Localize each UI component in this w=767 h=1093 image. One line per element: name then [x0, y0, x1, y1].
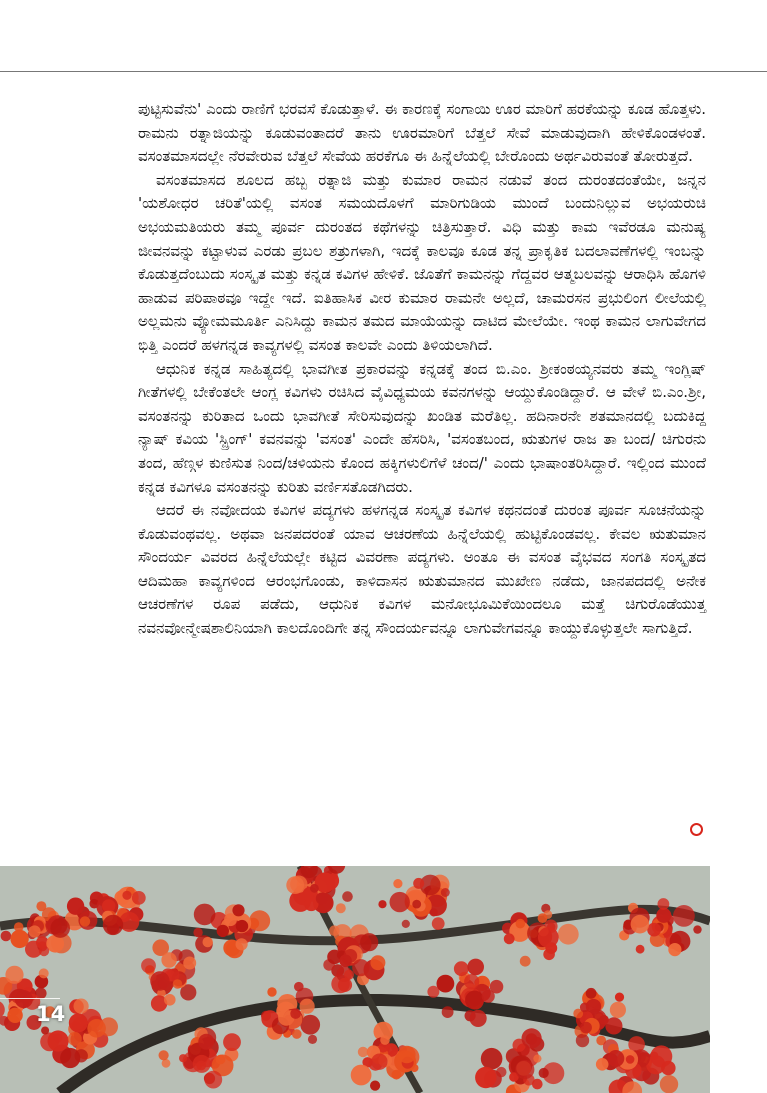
flower-petal — [504, 933, 515, 944]
flower-petal — [610, 1002, 626, 1018]
flower-illustration — [0, 866, 710, 1093]
flower-petal — [656, 908, 671, 923]
flower-petal — [650, 1045, 672, 1067]
flower-petal — [576, 1034, 589, 1047]
flower-petal — [1, 931, 12, 942]
flower-petal — [580, 1003, 590, 1013]
flower-petal — [482, 990, 495, 1003]
flower-petal — [380, 1035, 390, 1045]
flower-petal — [204, 1071, 222, 1089]
flower-petal — [217, 925, 229, 937]
flower-petal — [522, 1028, 542, 1048]
flower-petal — [10, 930, 28, 948]
flower-petal — [286, 876, 304, 894]
flower-petal — [338, 978, 352, 992]
flower-petal — [236, 938, 248, 950]
flower-petal — [87, 1019, 106, 1038]
flower-petal — [161, 952, 176, 967]
flower-petal — [69, 1013, 88, 1032]
flower-petal — [580, 1022, 592, 1034]
flower-petal — [150, 971, 169, 990]
flower-petal — [441, 888, 450, 897]
flower-petal — [596, 1058, 609, 1071]
flower-petal — [198, 1034, 214, 1050]
flower-petal — [159, 1050, 169, 1060]
flower-petal — [558, 924, 579, 945]
flower-petal — [360, 933, 378, 951]
flower-petal — [352, 959, 369, 976]
flower-petal — [454, 961, 469, 976]
flower-petal — [442, 1006, 454, 1018]
flower-petal — [11, 990, 24, 1003]
article-paragraph-4: ಆದರೆ ಈ ನವೋದಯ ಕವಿಗಳ ಪದ್ಯಗಳು ಹಳಗನ್ನಡ ಸಂಸ್ಕೃತ ಕವಿಗಳ ಕಥನದಂತೆ ದುರಂತ ಪೂರ್ವ ಸೂಚನೆಯನ್ನು ಕೊಡುವಂಥವಲ್ಲ. ಅಥವಾ ಜನಪದರಂತೆ ಯಾವ ಆಚರಣೆಯ ಹಿನ್ನೆಲೆಯಲ್ಲಿ ಹುಟ್ಟಿಕೊಂಡವಲ್ಲ. ಕೇವಲ ಋತುಮಾನ ಸೌಂದರ್ಯ ವಿವರದ ಹಿನ್ನೆಲೆಯಲ್ಲೇ ಕಟ್ಟಿದ ವಿವರಣಾ ಪದ್ಯಗಳು. ಅಂತೂ ಈ ವಸಂತ ವೈಭವದ ಸಂಗತಿ ಸಂಸ್ಕೃತದ ಆದಿಮಹಾ ಕಾವ್ಯಗಳಿಂದ ಆರಂಭಗೊಂಡು, ಕಾಳಿದಾಸನ ಋತುಮಾನದ ಮುಖೇಣ ನಡೆದು, ಜಾನಪದದಲ್ಲಿ ಅನೇಕ ಆಚರಣೆಗಳ ರೂಪ ಪಡೆದು, ಆಧುನಿಕ ಕವಿಗಳ ಮನೋಭೂಮಿಕೆಯಿಂದಲೂ ಮತ್ತೆ ಚಿಗುರೊಡೆಯುತ್ತ ನವನವೋನ್ಮೇಷಶಾಲಿನಿಯಾಗಿ ಕಾಲದೊಂದಿಗೇ ತನ್ನ ಸೌಂದರ್ಯವನ್ನೂ ಲಾಗುವೇಗವನ್ನೂ ಕಾಯ್ದುಕೊಳ್ಳುತ್ತಲೇ ಸಾಗುತ್ತಿದೆ. — [138, 501, 706, 638]
article-paragraph-3: ಆಧುನಿಕ ಕನ್ನಡ ಸಾಹಿತ್ಯದಲ್ಲಿ ಭಾವಗೀತ ಪ್ರಕಾರವನ್ನು ಕನ್ನಡಕ್ಕೆ ತಂದ ಬಿ.ಎಂ. ಶ್ರೀಕಂಠಯ್ಯನವರು ತಮ್ಮ ಇಂಗ್ಲಿಷ್ ಗೀತೆಗಳಲ್ಲಿ ಬೇಕೆಂತಲೇ ಆಂಗ್ಲ ಕವಿಗಳು ರಚಿಸಿದ ವೈವಿಧ್ಯಮಯ ಕವನಗಳನ್ನು ಆಯ್ದುಕೊಂಡಿದ್ದಾರೆ. ಆ ವೇಳೆ ಬಿ.ಎಂ.ಶ್ರೀ, ವಸಂತನನ್ನು ಕುರಿತಾದ ಒಂದು ಭಾವಗೀತೆ ಸೇರಿಸುವುದನ್ನು ಖಂಡಿತ ಮರೆತಿಲ್ಲ. ಹದಿನಾರನೇ ಶತಮಾನದಲ್ಲಿ ಬದುಕಿದ್ದ ನ್ಯಾಷ್ ಕವಿಯ 'ಸ್ಪ್ರಿಂಗ್' ಕವನವನ್ನು 'ವಸಂತ' ಎಂದೇ ಹೆಸರಿಸಿ, 'ವಸಂತಬಂದ, ಋತುಗಳ ರಾಜ ತಾ ಬಂದ/ ಚಿಗುರನು ತಂದ, ಹೆಣ್ಗಳ ಕುಣಿಸುತ ನಿಂದ/ಚಳಿಯನು ಕೊಂದ ಹಕ್ಕಿಗಳುಲಿಗೆಳೆ ಚಂದ/' ಎಂದು ಭಾಷಾಂತರಿಸಿದ್ದಾರೆ. ಇಲ್ಲಿಂದ ಮುಂದೆ ಕನ್ನಡ ಕವಿಗಳೂ ವಸಂತನನ್ನು ಕುರಿತು ವರ್ಣಿಸತೊಡಗಿದರು. — [138, 359, 706, 496]
flower-petal — [232, 904, 244, 916]
flower-petal — [310, 884, 319, 893]
flower-petal — [68, 1032, 82, 1046]
flower-petal — [631, 915, 650, 934]
flower-petal — [636, 945, 645, 954]
flower-petal — [658, 898, 670, 910]
flower-petal — [316, 892, 328, 904]
page-number: 14 — [36, 1002, 66, 1026]
flower-petal — [390, 892, 410, 912]
flower-petal — [402, 920, 410, 928]
flower-petal — [194, 904, 216, 926]
flower-petal — [39, 968, 49, 978]
circle-end-mark-icon — [690, 823, 703, 836]
flower-petal — [102, 899, 115, 912]
flower-petal — [67, 898, 84, 915]
page-number-rule — [0, 998, 60, 999]
gulmohar-flowers-photo — [0, 866, 710, 1093]
flower-petal — [673, 905, 695, 927]
flower-petal — [48, 1030, 69, 1051]
flower-petal — [236, 920, 248, 932]
flower-petal — [39, 946, 49, 956]
flower-petal — [413, 878, 424, 889]
flower-petal — [515, 1060, 534, 1079]
flower-petal — [398, 1046, 416, 1064]
flower-petal — [342, 891, 353, 902]
flower-petal — [183, 957, 196, 970]
flower-petal — [358, 1047, 368, 1057]
header-rule — [0, 71, 767, 72]
flower-petal — [203, 937, 213, 947]
flower-petal — [370, 1081, 380, 1091]
flower-petal — [5, 966, 23, 984]
flower-petal — [343, 949, 357, 963]
flower-petal — [41, 1027, 49, 1035]
flower-petal — [370, 955, 385, 970]
flower-petal — [599, 1015, 609, 1025]
flower-petal — [432, 917, 445, 930]
flower-petal — [516, 919, 526, 929]
flower-petal — [300, 999, 315, 1014]
flower-petal — [164, 994, 176, 1006]
flower-petal — [668, 943, 681, 956]
flower-petal — [412, 900, 421, 909]
flower-petal — [179, 1054, 187, 1062]
flower-petal — [308, 1035, 317, 1044]
flower-petal — [103, 915, 123, 935]
article-paragraph-2: ವಸಂತಮಾಸದ ಶೂಲದ ಹಬ್ಬ ರತ್ನಾಜಿ ಮತ್ತು ಕುಮಾರ ರಾಮನ ನಡುವೆ ತಂದ ದುರಂತದಂತೆಯೇ, ಜನ್ನನ 'ಯಶೋಧರ ಚರಿತೆ'ಯಲ್ಲಿ ವಸಂತ ಸಮಯದೊಳಗೆ ಮಾರಿಗುಡಿಯ ಮುಂದೆ ಬಂದುನಿಲ್ಲುವ ಅಭಯರುಚಿ ಅಭಯಮತಿಯರು ತಮ್ಮ ಪೂರ್ವ ದುರಂತದ ಕಥೆಗಳನ್ನು ಚಿತ್ರಿಸುತ್ತಾರೆ. ವಿಧಿ ಮತ್ತು ಕಾಮ ಇವೆರಡೂ ಮನುಷ್ಯ ಜೀವನವನ್ನು ಕಟ್ಟಾಳುವ ಎರಡು ಪ್ರಬಲ ಶತ್ರುಗಳಾಗಿ, ಇದಕ್ಕೆ ಕಾಲವೂ ಕೂಡ ತನ್ನ ಪ್ರಾಕೃತಿಕ ಬದಲಾವಣೆಗಳಲ್ಲಿ ಇಂಬನ್ನು ಕೊಡುತ್ತದೆಂಬುದು ಸಂಸ್ಕೃತ ಮತ್ತು ಕನ್ನಡ ಕವಿಗಳ ಹೇಳಿಕೆ. ಜೊತೆಗೆ ಕಾಮನನ್ನು ಗೆದ್ದವರ ಆತ್ಮಬಲವನ್ನು ಆರಾಧಿಸಿ ಹೊಗಳಿ ಹಾಡುವ ಪರಿಪಾಠವೂ ಇದ್ದೇ ಇದೆ. ಐತಿಹಾಸಿಕ ವೀರ ಕುಮಾರ ರಾಮನೇ ಅಲ್ಲದೆ, ಚಾಮರಸನ ಪ್ರಭುಲಿಂಗ ಲೀಲೆಯಲ್ಲಿ ಅಲ್ಲಮನು ವ್ಯೋಮಮೂರ್ತಿ ಎನಿಸಿದ್ದು ಕಾಮನ ತಮದ ಮಾಯೆಯನ್ನು ದಾಟಿದ ಮೇಲೆಯೇ. ಇಂಥ ಕಾಮನ ಲಾಗುವೇಗದ ಭಿತ್ತಿ ಎಂದರೆ ಹಳಗನ್ನಡ ಕಾವ್ಯಗಳಲ್ಲಿ ವಸಂತ ಕಾಲವೇ ಎಂದು ತಿಳಿಯಲಾಗಿದೆ. — [138, 170, 706, 354]
flower-petal — [607, 1050, 624, 1067]
flower-petal — [586, 988, 597, 999]
flower-petal — [481, 1048, 503, 1070]
flower-petal — [290, 1008, 301, 1019]
flower-petal — [193, 1055, 211, 1073]
flower-petal — [538, 913, 548, 923]
flower-petal — [647, 923, 661, 937]
flower-petal — [520, 956, 531, 967]
flower-petal — [50, 918, 70, 938]
flower-petal — [7, 1008, 22, 1023]
flower-petal — [393, 879, 402, 888]
flower-petal — [28, 925, 40, 937]
flower-petal — [75, 1049, 88, 1062]
flower-petal — [539, 1068, 549, 1078]
flower-petal — [392, 1070, 402, 1080]
flower-petal — [626, 1055, 635, 1064]
flower-petal — [267, 987, 276, 996]
flower-petal — [141, 958, 156, 973]
flower-petal — [475, 1067, 496, 1088]
flower-petal — [132, 891, 146, 905]
article-body — [138, 98, 706, 641]
flower-petal — [74, 999, 89, 1014]
flower-petal — [292, 1029, 302, 1039]
flower-petal — [496, 1067, 506, 1077]
flower-petal — [80, 916, 90, 926]
flower-petal — [464, 974, 479, 989]
flower-petal — [615, 993, 624, 1002]
flower-petal — [660, 1075, 678, 1093]
flower-petal — [378, 900, 386, 908]
flower-petal — [351, 1065, 372, 1086]
flower-petal — [336, 903, 346, 913]
flower-petal — [437, 975, 455, 993]
flower-petal — [467, 959, 484, 976]
flower-petal — [122, 891, 131, 900]
flower-petal — [545, 942, 557, 954]
flower-petal — [465, 991, 484, 1010]
flower-petal — [223, 1033, 241, 1051]
flower-petal — [430, 908, 438, 916]
flower-petal — [371, 1054, 387, 1070]
flower-petal — [294, 982, 304, 992]
article-paragraph-1: ಪುಟ್ಟಿಸುವೆನು' ಎಂದು ರಾಣಿಗೆ ಭರವಸೆ ಕೊಡುತ್ತಾಳೆ. ಈ ಕಾರಣಕ್ಕೆ ಸಂಗಾಯಿ ಊರ ಮಾರಿಗೆ ಹರಕೆಯನ್ನು ಕೂಡ ಹೊತ್ತಳು. ರಾಮನು ರತ್ನಾಜಿಯನ್ನು ಕೂಡುವಂತಾದರೆ ತಾನು ಊರಮಾರಿಗೆ ಬೆತ್ತಲೆ ಸೇವೆ ಮಾಡುವುದಾಗಿ ಹೇಳಿಕೊಂಡಳಂತೆ. ವಸಂತಮಾಸದಲ್ಲೇ ನೆರವೇರುವ ಬೆತ್ತಲೆ ಸೇವೆಯ ಹರಕೆಗೂ ಈ ಹಿನ್ನೆಲೆಯಲ್ಲಿ ಬೇರೊಂದು ಅರ್ಥವಿರುವಂತೆ ತೋರುತ್ತದೆ. — [138, 100, 706, 166]
flower-petal — [173, 979, 183, 989]
flower-petal — [533, 1055, 541, 1063]
flower-petal — [470, 1010, 487, 1027]
flower-petal — [693, 925, 701, 933]
